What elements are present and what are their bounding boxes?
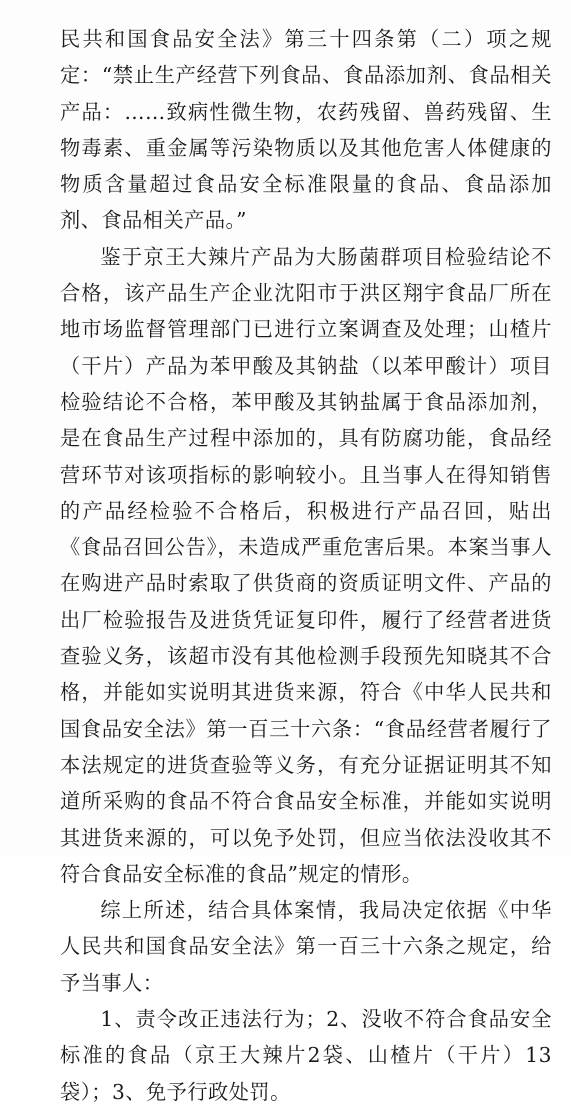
paragraph-case-analysis: 鉴于京王大辣片产品为大肠菌群项目检验结论不合格，该产品生产企业沈阳市于洪区翔宇食品厂所在地市场监督管理部门已进行立案调查及处理；山楂片（干片）产品为苯甲酸及其钠盐（以苯甲酸计）项目检验结论不合格，苯甲酸及其钠盐属于食品添加剂，是在食品生产过程中添加的，具有防腐功能，食品经营环节对该项指标的影响较小。且当事人在得知销售的产品经检验不合格后，积极进行产品召回，贴出《食品召回公告》，未造成严重危害后果。本案当事人在购进产品时索取了供货商的资质证明文件、产品的出厂检验报告及进货凭证复印件，履行了经营者进货查验义务，该超市没有其他检测手段预先知晓其不合格，并能如实说明其进货来源，符合《中华人民共和国食品安全法》第一百三十六条：“食品经营者履行了本法规定的进货查验等义务，有充分证据证明其不知道所采购的食品不符合食品安全标准，并能如实说明其进货来源的，可以免予处罚，但应当依法没收其不符合食品安全标准的食品”规定的情形。 <box>60 244 552 886</box>
document-body <box>60 21 552 1110</box>
paragraph-decision-intro: 综上所述，结合具体案情，我局决定依据《中华人民共和国食品安全法》第一百三十六条之规定，给予当事人： <box>60 898 552 995</box>
paragraph-penalty-items: 1、责令改正违法行为；2、没收不符合食品安全标准的食品（京王大辣片2袋、山楂片（干片）13袋）；3、免予行政处罚。 <box>60 1007 552 1104</box>
paragraph-law-citation: 民共和国食品安全法》第三十四条第（二）项之规定：“禁止生产经营下列食品、食品添加剂、食品相关产品：……致病性微生物，农药残留、兽药残留、生物毒素、重金属等污染物质以及其他危害人体健康的物质含量超过食品安全标准限量的食品、食品添加剂、食品相关产品。” <box>60 27 552 233</box>
